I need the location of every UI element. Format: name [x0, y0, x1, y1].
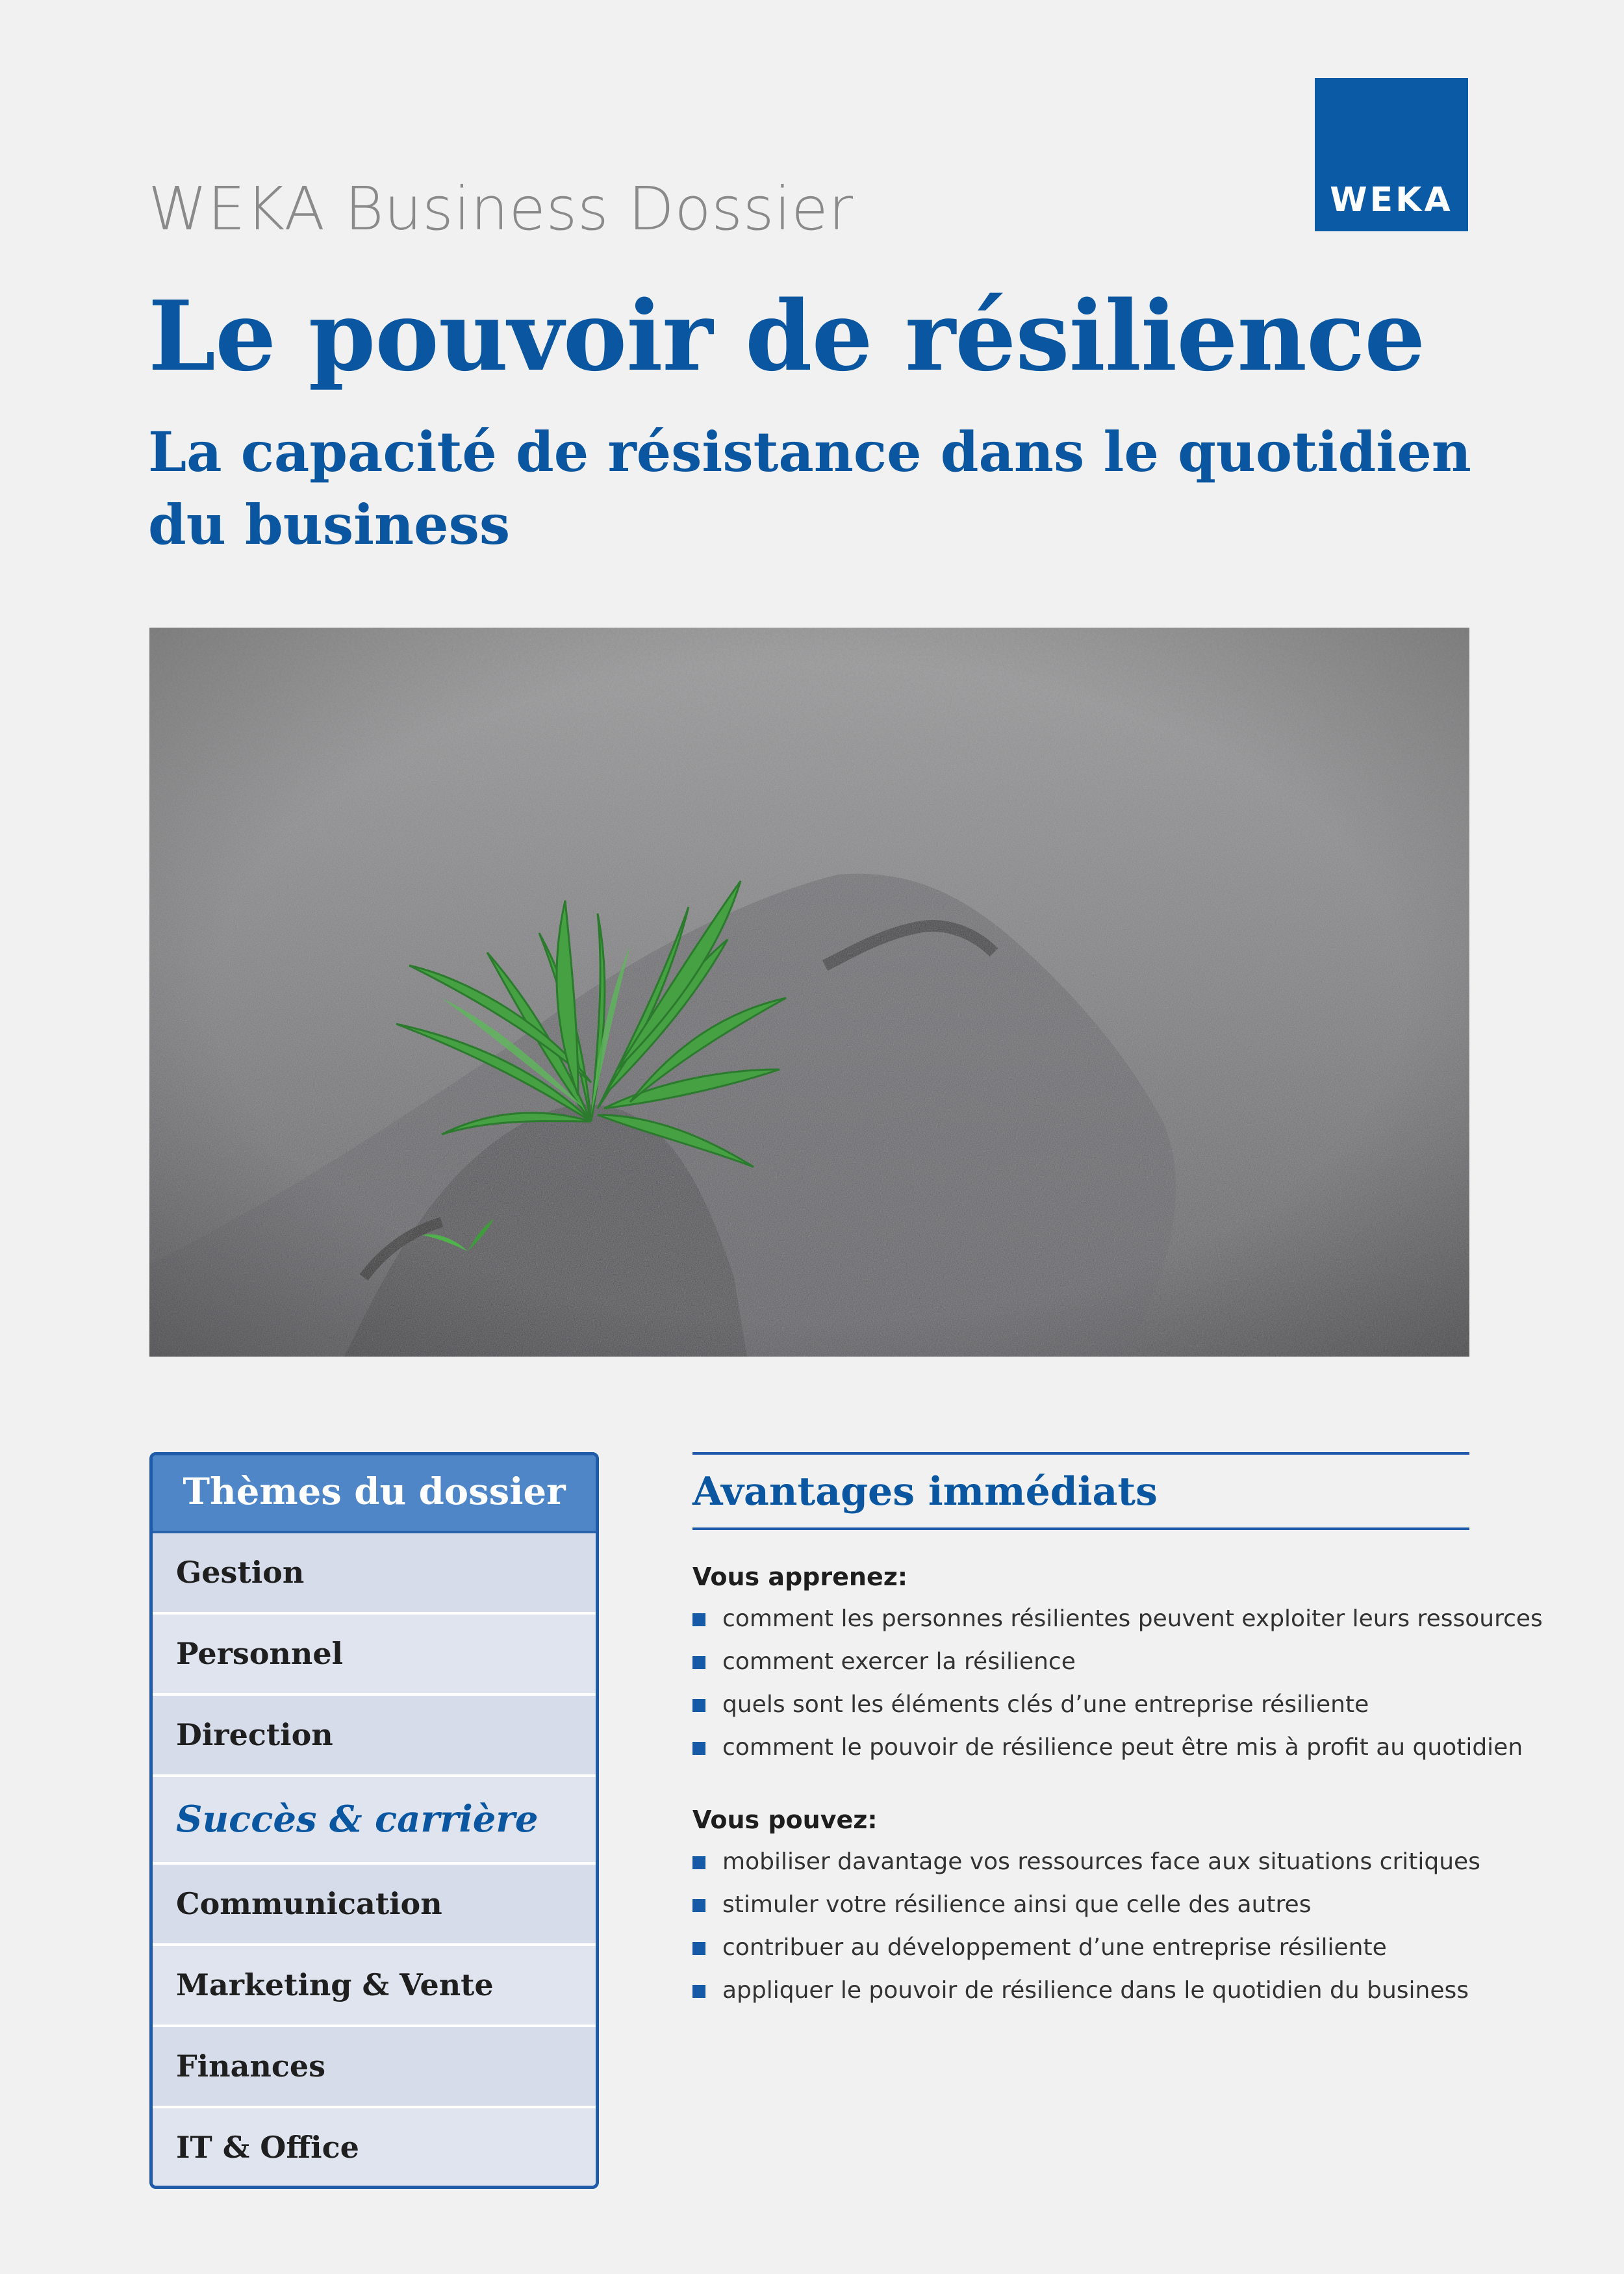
theme-item-personnel[interactable]: Personnel: [153, 1615, 596, 1696]
list-item: [692, 1926, 1469, 1969]
list-item-text: stimuler votre résilience ainsi que celle des autres: [722, 1891, 1312, 1918]
list-item-text: quels sont les éléments clés d’une entreprise résiliente: [722, 1691, 1369, 1718]
list-item: [692, 1841, 1480, 1884]
list-item: [692, 1641, 1469, 1683]
list-item-text: appliquer le pouvoir de résilience dans le quotidien du business: [722, 1977, 1469, 2004]
list-item-text: comment exercer la résilience: [722, 1648, 1076, 1675]
benefits-bottom-rule: [692, 1527, 1469, 1530]
plant-in-asphalt-photo: [149, 628, 1469, 1357]
list-item-text: comment les personnes résilientes peuvent exploiter leurs ressources: [722, 1605, 1543, 1632]
themes-list: [153, 1533, 596, 2187]
learn-label: Vous apprenez:: [692, 1563, 908, 1591]
square-bullet-icon: [692, 1942, 705, 1955]
theme-item-direction[interactable]: Direction: [153, 1696, 596, 1777]
page-title: Le pouvoir de résilience: [148, 279, 1425, 392]
square-bullet-icon: [692, 1613, 705, 1626]
theme-item-communication[interactable]: Communication: [153, 1865, 596, 1946]
can-label: Vous pouvez:: [692, 1806, 878, 1834]
benefits-title: Avantages immédiats: [692, 1469, 1158, 1514]
list-item: [692, 1884, 1469, 1926]
square-bullet-icon: [692, 1899, 705, 1912]
theme-item-it-office[interactable]: IT & Office: [153, 2108, 596, 2187]
theme-item-succes-carriere[interactable]: Succès & carrière: [153, 1777, 596, 1865]
square-bullet-icon: [692, 1656, 705, 1669]
square-bullet-icon: [692, 1742, 705, 1755]
square-bullet-icon: [692, 1856, 705, 1869]
list-item: [692, 1598, 1543, 1641]
logo-text: WEKA: [1330, 181, 1453, 220]
themes-panel: [149, 1452, 599, 2189]
list-item-text: comment le pouvoir de résilience peut être mis à profit au quotidien: [722, 1734, 1523, 1761]
list-item-text: mobiliser davantage vos ressources face aux situations critiques: [722, 1848, 1480, 1875]
can-list: [692, 1841, 1480, 2012]
theme-item-marketing-vente[interactable]: Marketing & Vente: [153, 1946, 596, 2027]
theme-item-gestion[interactable]: Gestion: [153, 1533, 596, 1615]
page-subtitle: La capacité de résistance dans le quotidien du business: [148, 420, 1471, 557]
theme-item-finances[interactable]: Finances: [153, 2027, 596, 2108]
list-item: [692, 1726, 1523, 1769]
list-item: [692, 1683, 1469, 1726]
learn-list: [692, 1598, 1543, 1769]
list-item: [692, 1969, 1469, 2012]
themes-header: Thèmes du dossier: [153, 1455, 596, 1533]
benefits-section: [692, 1452, 1543, 2012]
list-item-text: contribuer au développement d’une entreprise résiliente: [722, 1934, 1387, 1961]
square-bullet-icon: [692, 1985, 705, 1998]
weka-logo: [1315, 78, 1468, 231]
series-title: WEKA Business Dossier: [148, 174, 854, 244]
square-bullet-icon: [692, 1699, 705, 1712]
